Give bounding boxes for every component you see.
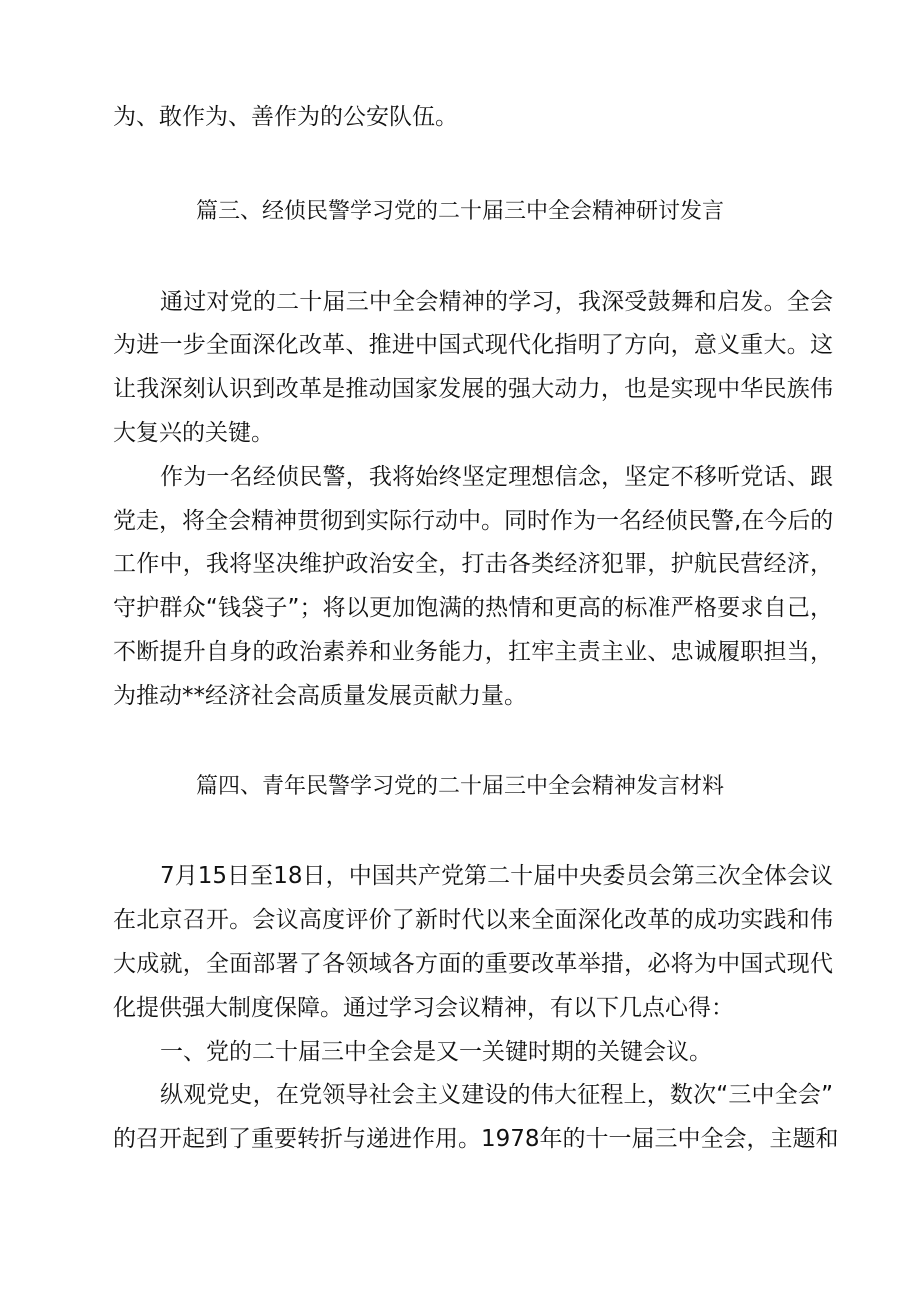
- intro-line: 为、敢作为、善作为的公安队伍。: [113, 104, 458, 130]
- section3-para1-line2: 为进一步全面深化改革、推进中国式现代化指明了方向，意义重大。这: [113, 332, 833, 358]
- section4-para3-line1: 纵观党史，在党领导社会主义建设的伟大征程上，数次“三中全会”: [160, 1082, 833, 1108]
- section3-title: 篇三、经侦民警学习党的二十届三中全会精神研讨发言: [195, 199, 724, 224]
- section3-para2-line2: 党走，将全会精神贯彻到实际行动中。同时作为一名经侦民警,在今后的: [113, 508, 834, 534]
- section3-para2-line5: 不断提升自身的政治素养和业务能力，扛牢主责主业、忠诚履职担当，: [113, 639, 833, 665]
- section4-para3-line2: 的召开起到了重要转折与递进作用。1978年的十一届三中全会，主题和: [113, 1126, 839, 1152]
- section4-title: 篇四、青年民警学习党的二十届三中全会精神发言材料: [195, 774, 724, 799]
- section3-para1-line1: 通过对党的二十届三中全会精神的学习，我深受鼓舞和启发。全会: [160, 289, 833, 315]
- section3-para1-line3: 让我深刻认识到改革是推动国家发展的强大动力，也是实现中华民族伟: [113, 376, 833, 402]
- section3-para1-line4: 大复兴的关键。: [113, 420, 274, 446]
- section3-para2-line6: 为推动**经济社会高质量发展贡献力量。: [113, 683, 527, 709]
- section3-para2-line1: 作为一名经侦民警，我将始终坚定理想信念，坚定不移听党话、跟: [160, 464, 833, 490]
- section4-para1-line2: 在北京召开。会议高度评价了新时代以来全面深化改革的成功实践和伟: [113, 907, 833, 933]
- section4-para1-line4: 化提供强大制度保障。通过学习会议精神，有以下几点心得：: [113, 995, 734, 1021]
- section4-para1-line1: 7月15日至18日，中国共产党第二十届中央委员会第三次全体会议: [160, 863, 833, 889]
- section4-para2-line1: 一、党的二十届三中全会是又一关键时期的关键会议。: [160, 1039, 712, 1065]
- section3-para2-line4: 守护群众“钱袋子”；将以更加饱满的热情和更高的标准严格要求自己，: [113, 595, 833, 621]
- section4-para1-line3: 大成就，全面部署了各领域各方面的重要改革举措，必将为中国式现代: [113, 951, 833, 977]
- section3-para2-line3: 工作中，我将坚决维护政治安全，打击各类经济犯罪，护航民营经济，: [113, 551, 833, 577]
